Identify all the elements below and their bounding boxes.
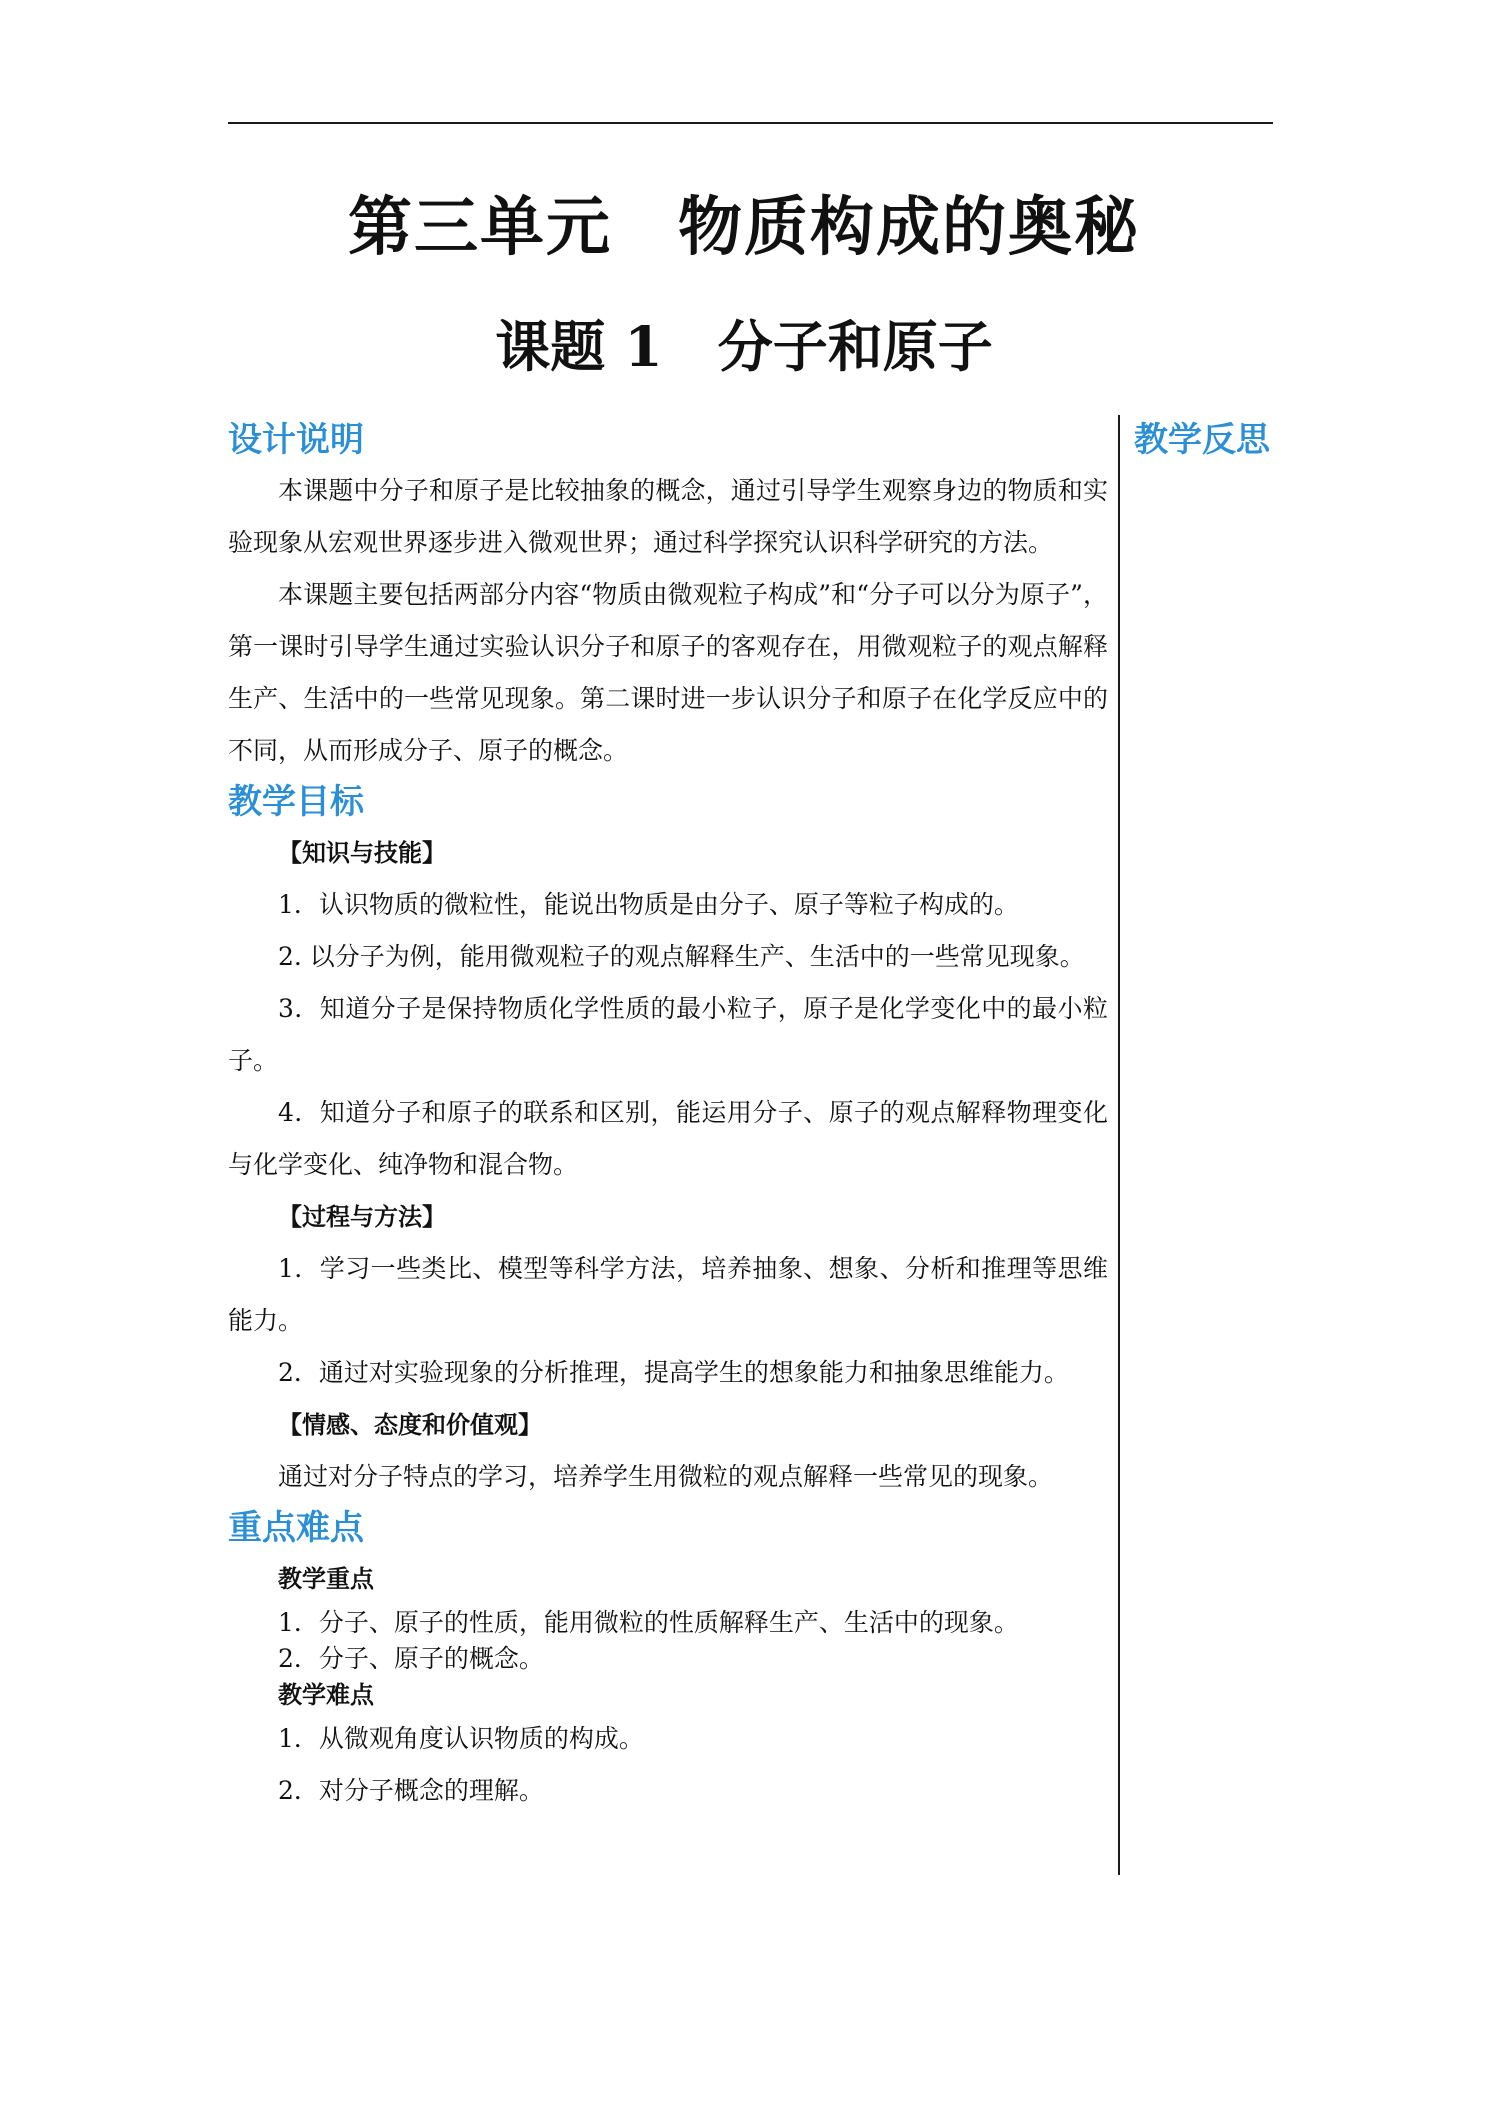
list-item: 2．对分子概念的理解。 bbox=[278, 1776, 544, 1805]
list-item: 1．学习一些类比、模型等科学方法，培养抽象、想象、分析和推理等思维能力。 bbox=[228, 1254, 1108, 1335]
list-item: 2. 以分子为例，能用微观粒子的观点解释生产、生活中的一些常见现象。 bbox=[278, 942, 1085, 971]
top-rule bbox=[228, 122, 1273, 124]
list-item: 通过对分子特点的学习，培养学生用微粒的观点解释一些常见的现象。 bbox=[278, 1462, 1054, 1491]
design-heading: 设计说明 bbox=[228, 420, 364, 460]
column-divider bbox=[1118, 415, 1120, 1875]
list-item: 1．从微观角度认识物质的构成。 bbox=[278, 1724, 644, 1753]
main-column bbox=[228, 415, 1108, 1817]
unit-title: 第三单元 物质构成的奥秘 bbox=[348, 190, 1140, 265]
focus-list bbox=[228, 1605, 1108, 1677]
design-section bbox=[228, 415, 1108, 777]
lesson-title: 课题 1 分子和原子 bbox=[495, 314, 993, 379]
knowledge-subheading: 【知识与技能】 bbox=[278, 839, 446, 867]
goals-section bbox=[228, 777, 1108, 1503]
list-item: 3．知道分子是保持物质化学性质的最小粒子，原子是化学变化中的最小粒子。 bbox=[228, 994, 1108, 1075]
emotion-subheading: 【情感、态度和价值观】 bbox=[278, 1411, 542, 1439]
focus-subheading: 教学重点 bbox=[278, 1565, 374, 1593]
list-item: 2．通过对实验现象的分析推理，提高学生的想象能力和抽象思维能力。 bbox=[278, 1358, 1069, 1387]
reflection-heading: 教学反思 bbox=[1134, 420, 1270, 460]
goals-heading: 教学目标 bbox=[228, 782, 364, 822]
list-item: 4．知道分子和原子的联系和区别，能运用分子、原子的观点解释物理变化与化学变化、纯净物和混合物。 bbox=[228, 1098, 1108, 1179]
list-item: 1．认识物质的微粒性，能说出物质是由分子、原子等粒子构成的。 bbox=[278, 890, 1019, 919]
key-heading: 重点难点 bbox=[228, 1508, 364, 1548]
list-item: 1．分子、原子的性质，能用微粒的性质解释生产、生活中的现象。 bbox=[278, 1608, 1019, 1637]
design-paragraph: 本课题中分子和原子是比较抽象的概念，通过引导学生观察身边的物质和实验现象从宏观世界逐步进入微观世界；通过科学探究认识科学研究的方法。 bbox=[228, 476, 1108, 557]
difficulty-subheading: 教学难点 bbox=[278, 1681, 374, 1709]
process-subheading: 【过程与方法】 bbox=[278, 1203, 446, 1231]
design-paragraph: 本课题主要包括两部分内容“物质由微观粒子构成”和“分子可以分为原子”，第一课时引导学生通过实验认识分子和原子的客观存在，用微观粒子的观点解释生产、生活中的一些常见现象。第二课时进一步认识分子和原子在化学反应中的不同，从而形成分子、原子的概念。 bbox=[228, 580, 1108, 765]
key-section bbox=[228, 1503, 1108, 1817]
list-item: 2．分子、原子的概念。 bbox=[278, 1644, 544, 1673]
